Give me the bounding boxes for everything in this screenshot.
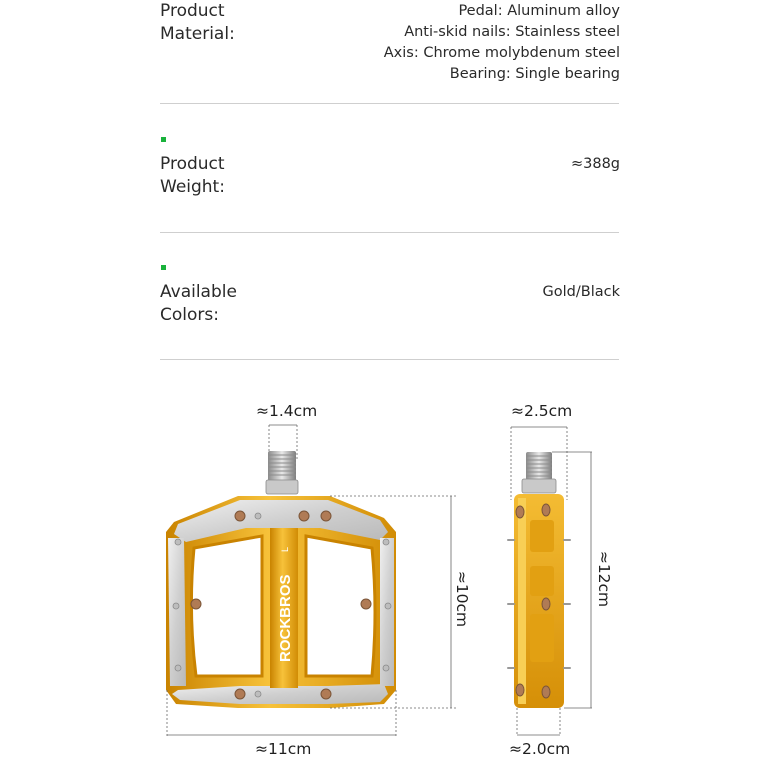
pedal-side-view <box>508 427 592 736</box>
spec-label-line: Colors: <box>160 304 219 325</box>
brand-logo: ROCKBROS <box>277 574 294 662</box>
pedal-front-view <box>166 425 456 736</box>
spec-value-weight: ≈388g <box>570 156 620 172</box>
spec-value-line: Axis: Chrome molybdenum steel <box>383 45 620 61</box>
dim-label-side-length: ≈12cm <box>595 550 614 608</box>
spec-label-line: Product <box>160 1 225 21</box>
axle-nut <box>266 480 298 494</box>
spec-value-colors: Gold/Black <box>542 284 620 300</box>
dim-label-side-thickness: ≈2.0cm <box>509 740 571 758</box>
dim-label-front-width: ≈11cm <box>255 740 312 758</box>
spec-label-line: Product <box>160 154 225 174</box>
pedal-cutout-left <box>191 536 262 676</box>
dim-label-side-axle: ≈2.5cm <box>511 402 573 420</box>
spec-label-line: Available <box>160 282 237 302</box>
spec-label-line: Weight: <box>160 176 225 197</box>
dim-label-front-axle: ≈1.4cm <box>256 402 318 420</box>
spec-value-line: Anti-skid nails: Stainless steel <box>404 24 620 40</box>
side-mark: L <box>280 546 290 552</box>
pedal-left-rail <box>168 538 186 686</box>
spec-label-line: Material: <box>160 23 235 44</box>
dim-label-front-length: ≈10cm <box>453 570 472 628</box>
pedal-right-rail <box>380 538 394 686</box>
spec-value-line: Bearing: Single bearing <box>449 66 620 82</box>
spec-value-line: Pedal: Aluminum alloy <box>458 3 620 19</box>
